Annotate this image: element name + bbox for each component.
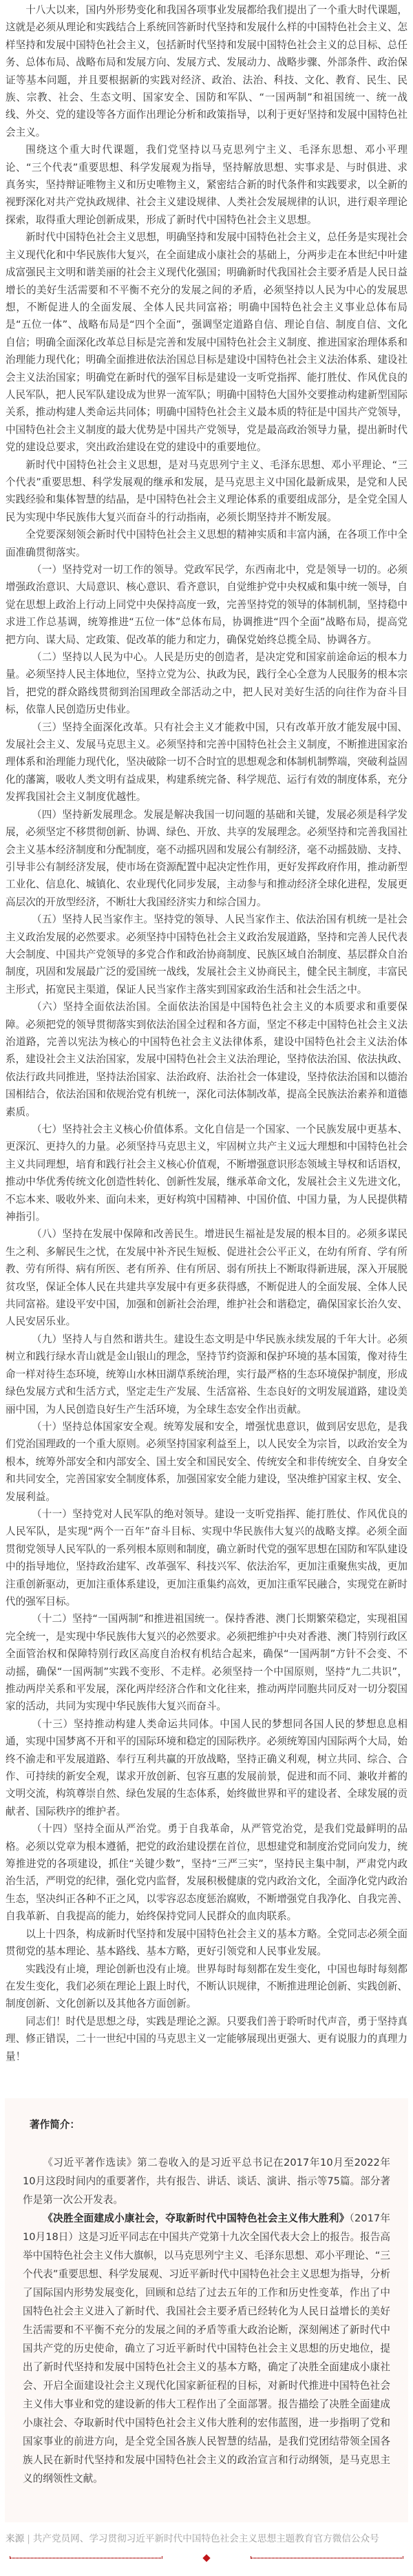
work-desc: （2017年10月18日）这是习近平同志在中国共产党第十九次全国代表大会上的报告。报告高举中国特色社会主义伟大旗帜，以马克思列宁主义、毛泽东思想、邓小平理论、“三个代表”重要思想、科学发展观、习近平新时代中国特色社会主义思想为指导，分析了国际国内形势发展变化，回顾和总结了过去五年的工作和历史性变革，作出了中国特色社会主义进入了新时代、我国社会主要矛盾已经转化为人民日益增长的美好生活需要和不平衡不充分的发展之间的矛盾等重大政治论断，深刻阐述了新时代中国共产党的历史使命，确立了习近平新时代中国特色社会主义思想的历史地位，提出了新时代坚持和发展中国特色社会主义的基本方略，确定了决胜全面建成小康社会、开启全面建设社会主义现代化国家新征程的目标，对新时代推进中国特色社会主义伟大事业和党的建设新的伟大工程作出了全面部署。报告描绘了决胜全面建成小康社会、夺取新时代中国特色社会主义伟大胜利的宏伟蓝图，进一步指明了党和国家事业的前进方向，是全党全国各族人民智慧的结晶，是我们党团结带领全国各族人民在新时代坚持和发展中国特色社会主义的政治宣言和行动纲领，是马克思主义的纲领性文献。 [23, 2212, 390, 2484]
strategy-item-6: （六）坚持全面依法治国。全面依法治国是中国特色社会主义的本质要求和重要保障。必须把党的领导贯彻落实到依法治国全过程和各方面，坚定不移走中国特色社会主义法治道路，完善以宪法为核心的中国特色社会主义法律体系，建设中国特色社会主义法治体系，建设社会主义法治国家，发展中国特色社会主义法治理论，坚持依法治国、依法执政、依法行政共同推进，坚持法治国家、法治政府、法治社会一体建设，坚持依法治国和以德治国相结合，依法治国和依规治党有机统一，深化司法体制改革，提高全民族法治素养和道德素质。 [6, 1001, 407, 1118]
source-line [0, 2522, 413, 2546]
intro-work-description [23, 2209, 390, 2488]
strategy-item-4: （四）坚持新发展理念。发展是解决我国一切问题的基础和关键，发展必须是科学发展，必须坚定不移贯彻创新、协调、绿色、开放、共享的发展理念。必须坚持和完善我国社会主义基本经济制度和分配制度，毫不动摇巩固和发展公有制经济，毫不动摇鼓励、支持、引导非公有制经济发展，使市场在资源配置中起决定性作用，更好发挥政府作用，推动新型工业化、信息化、城镇化、农业现代化同步发展，主动参与和推动经济全球化进程，发展更高层次的开放型经济，不断壮大我国经济实力和综合国力。 [6, 808, 407, 908]
divider-line-left [10, 2557, 162, 2559]
strategy-item-11: （十一）坚持党对人民军队的绝对领导。建设一支听党指挥、能打胜仗、作风优良的人民军队，是实现“两个一百年”奋斗目标、实现中华民族伟大复兴的战略支撑。必须全面贯彻党领导人民军队的一系列根本原则和制度，确立新时代党的强军思想在国防和军队建设中的指导地位，坚持政治建军、改革强军、科技兴军、依法治军，更加注重聚焦实战，更加注重创新驱动，更加注重体系建设，更加注重集约高效，更加注重军民融合，实现党在新时代的强军目标。 [6, 1508, 407, 1607]
divider-line-right [251, 2557, 403, 2559]
paragraph: 围绕这个重大时代课题，我们党坚持以马克思列宁主义、毛泽东思想、邓小平理论、“三个代表”重要思想、科学发展观为指导，坚持解放思想、实事求是、与时俱进、求真务实，坚持辩证唯物主义和历史唯物主义，紧密结合新的时代条件和实践要求，以全新的视野深化对共产党执政规律、社会主义建设规律、人类社会发展规律的认识，进行艰辛理论探索，取得重大理论创新成果，形成了新时代中国特色社会主义思想。 [6, 144, 407, 226]
source-label: 来源 [6, 2533, 25, 2544]
diamond-icon [202, 2554, 210, 2562]
strategy-item-9: （九）坚持人与自然和谐共生。建设生态文明是中华民族永续发展的千年大计。必须树立和践行绿水青山就是金山银山的理念，坚持节约资源和保护环境的基本国策，像对待生命一样对待生态环境，统筹山水林田湖草系统治理，实行最严格的生态环境保护制度，形成绿色发展方式和生活方式，坚定走生产发展、生活富裕、生态良好的文明发展道路，建设美丽中国，为人民创造良好生产生活环境，为全球生态安全作出贡献。 [6, 1333, 407, 1415]
closing-paragraph: 以上十四条，构成新时代坚持和发展中国特色社会主义的基本方略。全党同志必须全面贯彻党的基本理论、基本路线、基本方略，更好引领党和人民事业发展。 [6, 1928, 407, 1958]
paragraph: 新时代中国特色社会主义思想，是对马克思列宁主义、毛泽东思想、邓小平理论、“三个代表”重要思想、科学发展观的继承和发展，是马克思主义中国化最新成果，是党和人民实践经验和集体智慧的结晶，是中国特色社会主义理论体系的重要组成部分，是全党全国人民为实现中华民族伟大复兴而奋斗的行动指南，必须长期坚持并不断发展。 [6, 458, 407, 523]
strategy-item-7: （七）坚持社会主义核心价值体系。文化自信是一个国家、一个民族发展中更基本、更深沉、更持久的力量。必须坚持马克思主义，牢固树立共产主义远大理想和中国特色社会主义共同理想，培育和践行社会主义核心价值观，不断增强意识形态领域主导权和话语权，推动中华优秀传统文化创造性转化、创新性发展，继承革命文化，发展社会主义先进文化，不忘本来、吸收外来、面向未来，更好构筑中国精神、中国价值、中国力量，为人民提供精神指引。 [6, 1123, 407, 1223]
strategy-item-10: （十）坚持总体国家安全观。统筹发展和安全，增强忧患意识，做到居安思危，是我们党治国理政的一个重大原则。必须坚持国家利益至上，以人民安全为宗旨，以政治安全为根本，统筹外部安全和内部安全、国土安全和国民安全、传统安全和非传统安全、自身安全和共同安全，完善国家安全制度体系，加强国家安全能力建设，坚决维护国家主权、安全、发展利益。 [6, 1420, 407, 1503]
strategy-item-1: （一）坚持党对一切工作的领导。党政军民学，东西南北中，党是领导一切的。必须增强政治意识、大局意识、核心意识、看齐意识，自觉维护党中央权威和集中统一领导，自觉在思想上政治上行动上同党中央保持高度一致，完善坚持党的领导的体制机制，坚持稳中求进工作总基调，统筹推进“五位一体”总体布局，协调推进“四个全面”战略布局，提高党把方向、谋大局、定政策、促改革的能力和定力，确保党始终总揽全局、协调各方。 [6, 564, 407, 646]
work-title: 《决胜全面建成小康社会，夺取新时代中国特色社会主义伟大胜利》 [43, 2212, 350, 2224]
strategy-item-5: （五）坚持人民当家作主。坚持党的领导、人民当家作主、依法治国有机统一是社会主义政治发展的必然要求。必须坚持中国特色社会主义政治发展道路，坚持和完善人民代表大会制度、中国共产党领导的多党合作和政治协商制度、民族区域自治制度、基层群众自治制度，巩固和发展最广泛的爱国统一战线，发展社会主义协商民主，健全民主制度，丰富民主形式，拓宽民主渠道，保证人民当家作主落实到国家政治生活和社会生活之中。 [6, 914, 407, 995]
section-spacer [0, 2065, 413, 2098]
intro-gap [23, 2133, 390, 2153]
strategy-item-8: （八）坚持在发展中保障和改善民生。增进民生福祉是发展的根本目的。必须多谋民生之利、多解民生之忧，在发展中补齐民生短板、促进社会公平正义，在幼有所育、学有所教、劳有所得、病有所医、老有所养、住有所居、弱有所扶上不断取得新进展，深入开展脱贫攻坚，保证全体人民在共建共享发展中有更多获得感，不断促进人的全面发展、全体人民共同富裕。建设平安中国，加强和创新社会治理，维护社会和谐稳定，确保国家长治久安、人民安居乐业。 [6, 1228, 407, 1328]
closing-paragraph: 实践没有止境，理论创新也没有止境。世界每时每刻都在发生变化，中国也每时每刻都在发生变化，我们必须在理论上跟上时代，不断认识规律，不断推进理论创新、实践创新、制度创新、文化创新以及其他各方面创新。 [6, 1963, 407, 2010]
paragraph: 全党要深刻领会新时代中国特色社会主义思想的精神实质和丰富内涵，在各项工作中全面准确贯彻落实。 [6, 529, 407, 558]
work-intro-box [5, 2098, 408, 2522]
footer-divider [0, 2546, 413, 2576]
source-text: 共产党员网、学习贯彻习近平新时代中国特色社会主义思想主题教育官方微信公众号 [32, 2533, 379, 2544]
paragraph: 十八大以来，国内外形势变化和我国各项事业发展都给我们提出了一个重大时代课题，这就是必须从理论和实践结合上系统回答新时代坚持和发展什么样的中国特色社会主义、怎样坚持和发展中国特色社会主义，包括新时代坚持和发展中国特色社会主义的总目标、总任务、总体布局、战略布局和发展方向、发展方式、发展动力、战略步骤、外部条件、政治保证等基本问题，并且要根据新的实践对经济、政治、法治、科技、文化、教育、民生、民族、宗教、社会、生态文明、国家安全、国防和军队、“一国两制”和祖国统一、统一战线、外交、党的建设等各方面作出理论分析和政策指导，以利于更好坚持和发展中国特色社会主义。 [6, 4, 407, 138]
strategy-item-13: （十三）坚持推动构建人类命运共同体。中国人民的梦想同各国人民的梦想息息相通，实现中国梦离不开和平的国际环境和稳定的国际秩序。必须统筹国内国际两个大局，始终不渝走和平发展道路、奉行互利共赢的开放战略，坚持正确义利观，树立共同、综合、合作、可持续的新安全观，谋求开放创新、包容互惠的发展前景，促进和而不同、兼收并蓄的文明交流，构筑尊崇自然、绿色发展的生态体系，始终做世界和平的建设者、全球发展的贡献者、国际秩序的维护者。 [6, 1718, 407, 1817]
strategy-item-12: （十二）坚持“一国两制”和推进祖国统一。保持香港、澳门长期繁荣稳定，实现祖国完全统一，是实现中华民族伟大复兴的必然要求。必须把维护中央对香港、澳门特别行政区全面管治权和保障特别行政区高度自治权有机结合起来，确保“一国两制”方针不会变、不动摇，确保“一国两制”实践不变形、不走样。必须坚持一个中国原则，坚持“九二共识”，推动两岸关系和平发展，深化两岸经济合作和文化往来，推动两岸同胞共同反对一切分裂国家的活动，共同为实现中华民族伟大复兴而奋斗。 [6, 1613, 407, 1713]
intro-summary: 《习近平著作选读》第二卷收入的是习近平总书记在2017年10月至2022年10月这段时间内的重要著作，共有报告、讲话、谈话、演讲、指示等75篇。部分著作是第一次公开发表。 [23, 2156, 390, 2206]
source-separator: | [27, 2533, 30, 2544]
paragraph: 新时代中国特色社会主义思想，明确坚持和发展中国特色社会主义，总任务是实现社会主义现代化和中华民族伟大复兴，在全面建成小康社会的基础上，分两步走在本世纪中叶建成富强民主文明和谐美丽的社会主义现代化强国；明确新时代我国社会主要矛盾是人民日益增长的美好生活需要和不平衡不充分的发展之间的矛盾，必须坚持以人民为中心的发展思想，不断促进人的全面发展、全体人民共同富裕；明确中国特色社会主义事业总体布局是“五位一体”、战略布局是“四个全面”，强调坚定道路自信、理论自信、制度自信、文化自信；明确全面深化改革总目标是完善和发展中国特色社会主义制度、推进国家治理体系和治理能力现代化；明确全面推进依法治国总目标是建设中国特色社会主义法治体系、建设社会主义法治国家；明确党在新时代的强军目标是建设一支听党指挥、能打胜仗、作风优良的人民军队，把人民军队建设成为世界一流军队；明确中国特色大国外交要推动构建新型国际关系，推动构建人类命运共同体；明确中国特色社会主义最本质的特征是中国共产党领导，中国特色社会主义制度的最大优势是中国共产党领导，党是最高政治领导力量，提出新时代党的建设总要求，突出政治建设在党的建设中的重要地位。 [6, 231, 407, 454]
strategy-item-3: （三）坚持全面深化改革。只有社会主义才能救中国，只有改革开放才能发展中国、发展社会主义、发展马克思主义。必须坚持和完善中国特色社会主义制度，不断推进国家治理体系和治理能力现代化，坚决破除一切不合时宜的思想观念和体制机制弊端，突破利益固化的藩篱，吸收人类文明有益成果，构建系统完备、科学规范、运行有效的制度体系，充分发挥我国社会主义制度优越性。 [6, 721, 407, 803]
intro-title: 著作简介： [30, 2118, 80, 2131]
closing-paragraph: 同志们！时代是思想之母，实践是理论之源。只要我们善于聆听时代声音，勇于坚持真理、修正错误，二十一世纪中国的马克思主义一定能够展现出更强大、更有说服力的真理力量！ [6, 2015, 407, 2062]
strategy-item-2: （二）坚持以人民为中心。人民是历史的创造者，是决定党和国家前途命运的根本力量。必须坚持人民主体地位，坚持立党为公、执政为民，践行全心全意为人民服务的根本宗旨，把党的群众路线贯彻到治国理政全部活动之中，把人民对美好生活的向往作为奋斗目标，依靠人民创造历史伟业。 [6, 651, 407, 716]
strategy-item-14: （十四）坚持全面从严治党。勇于自我革命，从严管党治党，是我们党最鲜明的品格。必须以党章为根本遵循，把党的政治建设摆在首位，思想建党和制度治党同向发力，统筹推进党的各项建设，抓住“关键少数”，坚持“三严三实”，坚持民主集中制，严肃党内政治生活，严明党的纪律，强化党内监督，发展积极健康的党内政治文化，全面净化党内政治生态，坚决纠正各种不正之风，以零容忍态度惩治腐败，不断增强党自我净化、自我完善、自我革新、自我提高的能力，始终保持党同人民群众的血肉联系。 [6, 1823, 407, 1923]
